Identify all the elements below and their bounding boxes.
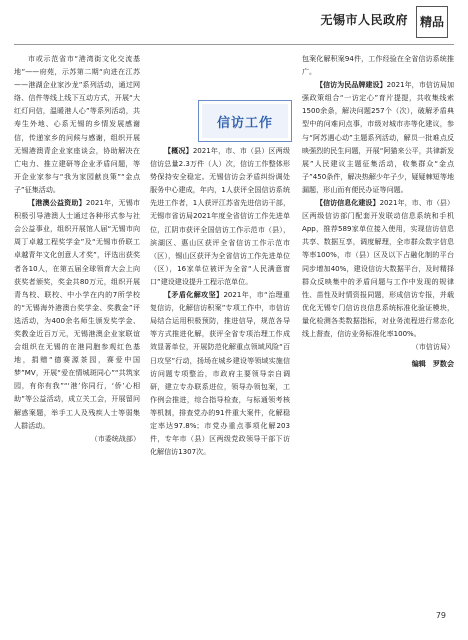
paragraph-charity-text: 2021年，无锡市积极引导港澳人士通过各种形式参与社会公益事业，组织开展馆人届“无锡市向周丁卓越工程奖学金”及“无锡市侨联工卓越青年文化创意人才奖”，评选出获奖者各10人，在第五届全球领育大会上向获奖者颁奖，奖金共80万元，组织开展青鸟校、联校、中小学在内的7所学校的“无锡海外港澳台奖学金、奖教金”评选活动，为400余名师生颁发奖学金、奖教金近百万元，无锡港澳企业家联谊会组织在无锡的在港同胞参观红色基地，捐赠“德赛源茶园，赛爱中国梦”MV，开展“爱在情城斑同心”“共筑家园，有你有我”“‘港’你同行，‘侨’心相助”等公益活动，成立关工会，开展留问解惑案题，举手工人及残疾人士等弱集人群活动。 [14,198,140,430]
signoff-petition-bureau: （市信访局） [411,342,454,352]
paragraph-informatization-text: 2021年，市、市（县）区两级信访部门配套开发联动信息系统和手机App，推荐589家单位接入使用，实现信访信息共享、数据互享，调度解理，全市群众数字信息等率100%，市（县）区及以下占融化制的平台同步增加40%，建设信访大数据平台，及时精择群众反映集中的矛盾问题与工作中发现的规律性、苗性及时情资报同题，形成信访专报，并载优化无锡专门信访良信息系统标准化验证模块，量化检测各类数据指标，对业务流程进行常态化线上督查，信访业务标准化率100%。 [302,198,454,338]
paragraph-charity [14,196,140,432]
section-heading-conflict: 【矛盾化解攻坚】 [164,290,224,300]
column-1 [14,52,140,445]
paragraph-overview [150,144,290,288]
paragraph-informatization [302,196,454,340]
running-header-title: 无锡市人民政府 [320,13,408,27]
yearbook-logo-icon: 精品 [416,6,448,38]
column-2 [150,144,290,458]
section-heading-brand: 【信访为民品牌建设】 [316,80,387,90]
paragraph-brand-text: 2021年，市信访局加强政策组合“一访定心”育片提提，共收集线索1500余条，解决问题257个（次），破解矛盾典型中的问难问点事，市级对城市亦等化建议，参与“阿苏遇心动”主题系列活动，解员一批难点反映强烈的民生问题，开展“阿猫来公平，共律新发展”人民建议主题征集活动，收集群众“金点子”450条件，解决热解少年子少，疑疑棘短等地漏题，形山而有便民办证等问题。 [302,80,454,194]
section-banner-title: 信访工作 [202,104,288,138]
paragraph-brand [302,78,454,196]
signoff-united-front: （市委统战部） [90,433,140,443]
page-number: 79 [435,611,446,620]
header-rule [14,44,454,45]
paragraph-exchange: 市或示范省市“港湾街文化交流基地”——府苑，示苏第二期“向进在江苏——港湖企业家沙龙”系列活动，通过网络、信件等线上线下互动方式，开展“大红灯问信，温暖港人心”等系列活动，共寿生外地、心系无锡的乡情发展感谢信，传递家乡的问候与感谢，组织开展无锡港澳青企业家座谈会，协助解决在亡电力、推立建研等企业矛盾问题，等开企业家参与“我为家园献良策”“金点子”征集活动。 [14,54,140,194]
paragraph-overview-text: 2021年，市、市（县）区两级信访总量2.3万件（人）次，信访工作整体形势保持安全稳定。无锡信访会矛盾纠纷调处服务中心建成，年内，1人获评全国信访系统先进工作者，1人获评江苏省先进信访干部，无锡市省访局2021年度全省信访工作先进单位，江阴市获评全国信访工作示范市（县），滨湖区、惠山区获评全省信访工作示范市（区），锡山区获评为全省信访工作先进单位（区），16家单位被评为全省“人民满意窗口”建设建设提升工程示范单位。 [150,146,290,286]
column-3 [302,52,454,370]
section-heading-overview: 【概况】 [164,146,193,155]
paragraph-continued: 包案化解积案94件，工作经验在全省信访系统推广。 [302,54,454,77]
paragraph-conflict [150,288,290,458]
section-heading-charity: 【港澳公益资助】 [28,198,86,208]
paragraph-conflict-text: 2021年，市“治理重复信访，化解信访积案”专项工作中，市信访局结合运用积极预防，推进信导，规范各导等方式推进化解，获评全省专项治理工作成效显著单位，开展防范化解重点领域风险“百日攻坚”行动，扬场在城乡建设等领域实施信访问题专项整治，市政府主要领导亲自调研，建立专办联系进位，领导办领包案，工作例会推进，综合指导检查，与标通领考核等机制，排查党办的91件重大案件，化解稳定率达97.8%；市党办重点事项化解203件，专年市（县）区两级党政领导干部下访化解信访1307次。 [150,290,290,457]
editor-credit: 编辑 罗数会 [411,359,454,369]
section-heading-informatization: 【信访信息化建设】 [316,198,380,208]
section-banner [198,100,292,142]
